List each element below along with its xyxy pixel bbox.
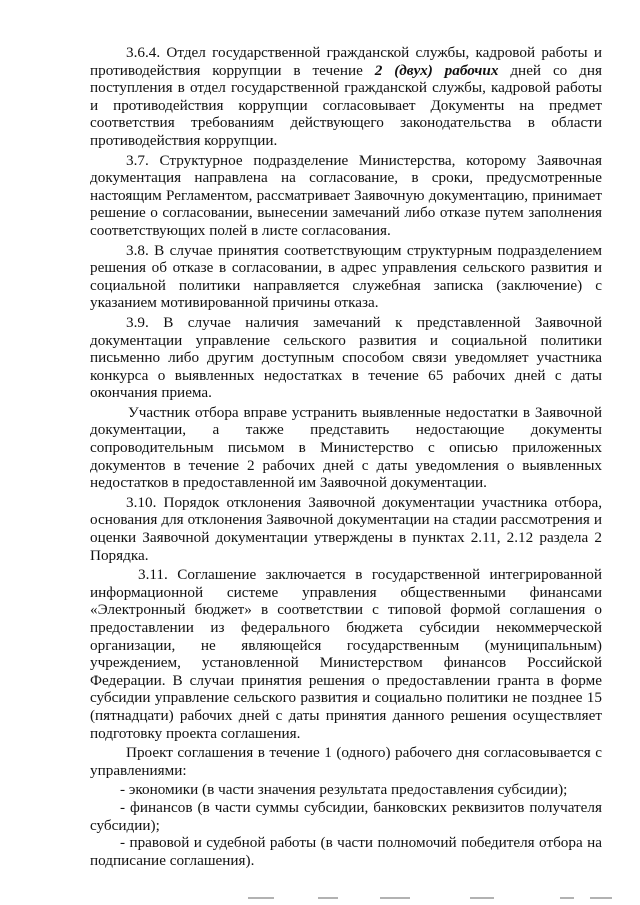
paragraph-3-9: 3.9. В случае наличия замечаний к представленной Заявочной документации управление сельского развития и социальной политики письменно либо другим доступным способом связи уведомляет участника конкурса о выявленных недостатках в течение 65 рабочих дней с даты окончания приема. xyxy=(90,313,602,402)
paragraph-draft-agreement: Проект соглашения в течение 1 (одного) рабочего дня согласовывается с управлениями: xyxy=(90,744,602,779)
paragraph-3-6-4 xyxy=(90,44,602,150)
scan-artifacts xyxy=(0,889,640,905)
paragraph-text: 3.6.4. Отдел государственной гражданской службы, кадровой работы и противодействия коррупции в течение xyxy=(90,44,602,79)
list-item-finance: - финансов (в части суммы субсидии, банковских реквизитов получателя субсидии); xyxy=(90,798,602,834)
paragraph-3-10: 3.10. Порядок отклонения Заявочной документации участника отбора, основания для отклонения Заявочной документации на стадии рассмотрения и оценки Заявочной документации утверждены в пунктах 2.11, 2.12 раздела 2 Порядка. xyxy=(90,493,602,564)
paragraph-3-11: 3.11. Соглашение заключается в государственной интегрированной информационной системе управления общественными финансами «Электронный бюджет» в соответствии с типовой формой соглашения о предоставлении из федерального бюджета субсидии некоммерческой организации, не являющейся государственным (муниципальным) учреждением, установленной Министерством финансов Российской Федерации. В случаи принятия решения о предоставлении гранта в форме субсидии управление сельского развития и социально политики не позднее 15 (пятнадцати) рабочих дней с даты принятия данного решения осуществляет подготовку проекта соглашения. xyxy=(90,566,602,742)
paragraph-3-7: 3.7. Структурное подразделение Министерства, которому Заявочная документация направлена на согласование, в сроки, предусмотренные настоящим Регламентом, рассматривает Заявочную документацию, принимает решение о согласовании, вынесении замечаний либо отказе путем заполнения соответствующих полей в листе согласования. xyxy=(90,151,602,239)
document-body xyxy=(90,44,602,869)
emphasis-text: 2 (двух) рабочих xyxy=(374,61,499,79)
list-item-legal: - правовой и судебной работы (в части полномочий победителя отбора на подписание соглашения). xyxy=(90,834,602,869)
paragraph-participant: Участник отбора вправе устранить выявленные недостатки в Заявочной документации, а также представить недостающие документы сопроводительным письмом в Министерство с описью приложенных документов в течение 2 рабочих дней с даты уведомления о выявленных недостатков в предоставленной им Заявочной документации. xyxy=(90,403,602,492)
list-item-economics: - экономики (в части значения результата предоставления субсидии); xyxy=(120,781,568,799)
paragraph-3-8: 3.8. В случае принятия соответствующим структурным подразделением решения об отказе в согласовании, в адрес управления сельского развития и социальной политики направляется служебная записка (заключение) с указанием мотивированной причины отказа. xyxy=(90,241,602,312)
paragraph-text: дней со дня поступления в отдел государственной гражданской службы, кадровой работы и противодействия коррупции согласовывает Документы на предмет соответствия требованиям действующего законодательства в области противодействия коррупции. xyxy=(90,61,602,149)
